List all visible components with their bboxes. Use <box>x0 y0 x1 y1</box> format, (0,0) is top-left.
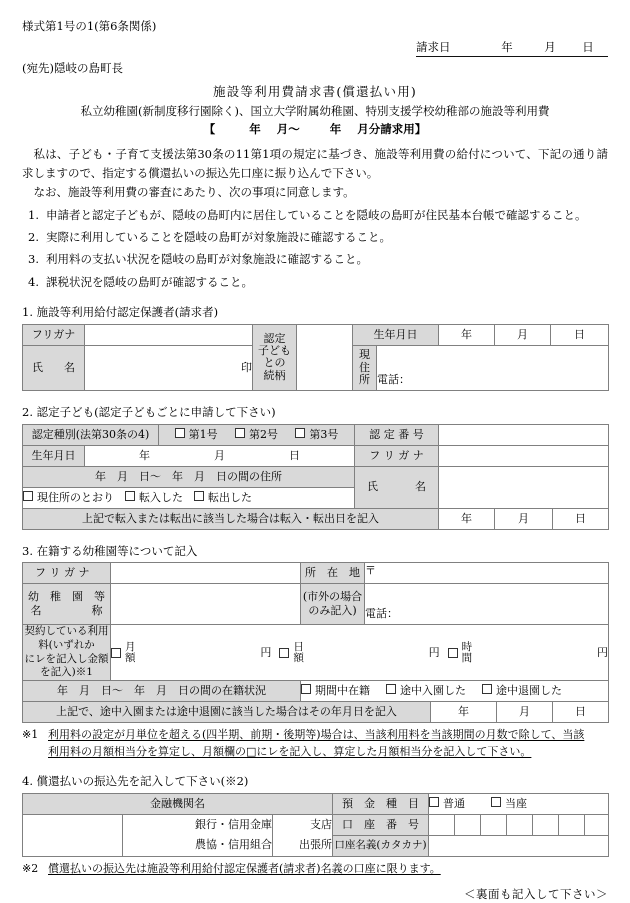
checkbox-icon[interactable] <box>235 428 245 438</box>
consent-text: 課税状況を隠岐の島町が確認すること。 <box>46 274 253 289</box>
checkbox-icon[interactable] <box>111 648 121 658</box>
kindergarten-furigana-label <box>23 563 111 584</box>
relation-label-line-3: との <box>263 356 286 370</box>
enroll-option-3-label: 途中退園した <box>496 683 562 697</box>
enroll-option-1-label: 期間中在籍 <box>315 683 370 697</box>
claim-date-day-unit: 日 <box>582 39 594 54</box>
section-4-heading: 4. 償還払いの振込先を記入して下さい(※2) <box>22 773 249 788</box>
guardian-birth-month-unit[interactable]: 月 <box>495 324 551 345</box>
checkbox-icon[interactable] <box>482 684 492 694</box>
postal-mark-icon: 〒 <box>365 564 376 578</box>
period-open-bracket: 【 <box>203 121 216 136</box>
fee-option-hourly-label <box>462 642 473 664</box>
child-period-address-label: 年 月 日～ 年 月 日の間の住所 <box>23 466 355 487</box>
account-number-cell[interactable] <box>429 814 455 835</box>
child-name-label <box>355 466 439 508</box>
fee-daily-line-1: 日 <box>293 640 304 653</box>
table-row <box>23 701 609 722</box>
kindergarten-furigana-label-text: フ リ ガ ナ <box>35 566 90 580</box>
account-number-cell[interactable] <box>559 814 585 835</box>
enroll-day-unit[interactable]: 日 <box>553 701 609 722</box>
enroll-option-3[interactable] <box>482 683 562 699</box>
footnote-2-text: 償還払いの振込先は施設等利用給付認定保護者(請求者)名義の口座に限ります。 <box>48 861 441 875</box>
fee-daily-line-2: 額 <box>293 651 304 664</box>
guardian-birth-day-unit[interactable]: 日 <box>551 324 609 345</box>
claim-period-line <box>22 121 608 138</box>
footnote-1-line-2: 利用料の月額相当分を算定し、月額欄の□にレを記入し、算定した月額相当分を記入して下さい。 <box>48 744 532 758</box>
child-birth-day-unit: 日 <box>289 448 300 462</box>
fee-label-line-2: にレを記入し金額を記入)※1 <box>24 652 109 679</box>
guardian-address-input[interactable] <box>377 345 609 390</box>
kindergarten-name-label-line-2 <box>31 604 103 618</box>
kindergarten-name-input[interactable] <box>111 584 301 625</box>
deposit-option-2-label: 当座 <box>505 796 528 810</box>
intro-paragraph-2: なお、施設等利用費の審査にあたり、次の事項に同意します。 <box>33 185 355 200</box>
guardian-relation-label <box>253 324 297 390</box>
cert-option-3-label: 第3号 <box>309 427 339 441</box>
address-label-line-2: 住 <box>359 360 370 374</box>
section-3-heading: 3. 在籍する幼稚園等について記入 <box>22 543 198 558</box>
relation-label-line-1: 認定 <box>263 331 286 345</box>
period-year1: 年 <box>249 121 261 136</box>
deposit-option-1[interactable] <box>429 796 465 812</box>
footnote-2 <box>22 860 608 877</box>
child-move-month-unit[interactable]: 月 <box>495 508 553 529</box>
fee-label-line-1: 契約している利用料(いずれか <box>24 625 109 651</box>
period-year2: 年 <box>329 121 342 136</box>
table-row <box>23 466 609 487</box>
section-1-heading: 1. 施設等利用給付認定保護者(請求者) <box>22 305 219 320</box>
fee-hourly-unit: 円 <box>596 645 608 659</box>
guardian-table <box>22 324 609 391</box>
checkbox-icon[interactable] <box>386 684 396 694</box>
consent-number: 3. <box>28 252 39 267</box>
enroll-option-2-label: 途中入園した <box>400 683 466 697</box>
kindergarten-name-label-line-1: 幼 稚 園 等 <box>28 589 105 603</box>
fee-monthly-line-1: 月 <box>125 640 136 653</box>
fee-monthly-unit: 円 <box>260 645 272 659</box>
bank-row-2-office: 出張所 <box>273 835 333 856</box>
kindergarten-location-label: 所 在 地 <box>301 563 365 584</box>
account-number-cell[interactable] <box>585 814 609 835</box>
addressee: (宛先)隠岐の島町長 <box>22 61 123 76</box>
claim-date-label: 請求日 <box>416 39 451 54</box>
checkbox-icon[interactable] <box>295 428 305 438</box>
cert-option-3[interactable] <box>295 427 338 443</box>
bank-row-1-type: 銀行・信用金庫 <box>123 814 273 835</box>
claim-date-row <box>22 39 608 58</box>
bank-row-2-type: 農協・信用組合 <box>123 835 273 856</box>
account-number-cell[interactable] <box>481 814 507 835</box>
bank-name-input[interactable] <box>23 814 123 856</box>
fee-option-daily[interactable] <box>279 642 439 664</box>
table-row <box>23 324 609 345</box>
list-item <box>22 250 608 268</box>
deposit-option-2[interactable] <box>491 796 527 812</box>
account-number-cell[interactable] <box>455 814 481 835</box>
guardian-relation-input[interactable] <box>297 324 353 390</box>
table-row <box>23 793 609 814</box>
certified-child-table <box>22 424 609 530</box>
list-item <box>22 273 608 291</box>
enroll-date-note: 上記で、途中入園または途中退園に該当した場合はその年月日を記入 <box>23 701 431 722</box>
footnote-1-mark: ※1 <box>22 727 39 741</box>
checkbox-icon[interactable] <box>301 684 311 694</box>
document-title: 施設等利用費請求書(償還払い用) <box>213 84 417 100</box>
deposit-option-1-label: 普通 <box>443 796 466 810</box>
move-option-3[interactable] <box>194 490 252 506</box>
fee-label <box>23 625 111 681</box>
list-item <box>22 206 608 224</box>
guardian-birthdate-label: 生年月日 <box>353 324 439 345</box>
footnote-2-mark: ※2 <box>22 861 39 875</box>
fee-hourly-line-2: 間 <box>461 651 473 664</box>
bank-name-label: 金融機関名 <box>23 793 333 814</box>
child-move-day-unit[interactable]: 日 <box>553 508 609 529</box>
table-row <box>23 625 609 681</box>
location-note-line-2: のみ記入) <box>308 604 357 618</box>
move-option-2-label: 転入した <box>139 490 183 504</box>
consent-text: 利用料の支払い状況を隠岐の島町が対象施設に確認すること。 <box>46 252 368 267</box>
account-number-cell[interactable] <box>507 814 533 835</box>
period-month1: 月～ <box>276 121 300 136</box>
guardian-furigana-label: フリガナ <box>23 324 85 345</box>
move-option-1[interactable] <box>23 490 114 506</box>
child-birth-month-unit: 月 <box>214 448 225 462</box>
checkbox-icon[interactable] <box>125 491 135 501</box>
checkbox-icon[interactable] <box>491 797 501 807</box>
kindergarten-name-label-line-2a: 名 <box>30 604 42 618</box>
fee-option-daily-label <box>293 642 304 664</box>
cert-number-input[interactable] <box>439 424 609 445</box>
child-birth-year-unit: 年 <box>139 448 150 462</box>
child-name-label-part-2: 名 <box>415 480 427 494</box>
fee-option-hourly[interactable] <box>448 642 608 664</box>
kindergarten-name-label-line-2b: 称 <box>91 604 103 618</box>
account-holder-label: 口座名義(カタカナ) <box>333 835 429 856</box>
enroll-option-2[interactable] <box>386 683 466 699</box>
cert-option-2[interactable] <box>235 427 278 443</box>
child-move-options <box>23 487 355 508</box>
fee-options <box>111 625 609 681</box>
cert-type-label: 認定種別(法第30条の4) <box>23 424 159 445</box>
fee-monthly-line-2: 額 <box>125 651 136 664</box>
consent-number: 1. <box>28 207 39 222</box>
list-item <box>22 228 608 246</box>
child-furigana-label: フ リ ガ ナ <box>355 445 439 466</box>
consent-list <box>22 206 608 292</box>
enroll-year-unit[interactable]: 年 <box>431 701 497 722</box>
document-subtitle: 私立幼稚園(新制度移行園除く)、国立大学附属幼稚園、特別支援学校幼稚部の施設等利用費 <box>80 104 550 119</box>
period-close-bracket: 】 <box>414 121 427 136</box>
account-number-cell[interactable] <box>533 814 559 835</box>
kindergarten-furigana-input[interactable] <box>111 563 301 584</box>
guardian-name-label <box>23 345 85 390</box>
kindergarten-name-label <box>23 584 111 625</box>
fee-daily-unit: 円 <box>428 645 440 659</box>
kindergarten-tel-input[interactable] <box>365 584 609 625</box>
child-name-label-part-1: 氏 <box>367 480 379 494</box>
consent-number: 4. <box>28 274 39 289</box>
fee-option-monthly[interactable] <box>111 642 271 664</box>
checkbox-icon[interactable] <box>194 491 204 501</box>
claim-date-year-unit: 年 <box>501 39 513 54</box>
checkbox-icon[interactable] <box>175 428 185 438</box>
address-label-line-1: 現 <box>359 348 370 362</box>
consent-number: 2. <box>28 230 39 245</box>
intro-paragraph-1: 私は、子ども・子育て支援法第30条の11第1項の規定に基づき、施設等利用費の給付について、下記の通り請求しますので、指定する償還払いの振込先口座に振り込んで下さい。 <box>22 147 608 180</box>
fee-hourly-line-1: 時 <box>461 640 473 653</box>
checkbox-icon[interactable] <box>429 797 439 807</box>
table-row <box>23 424 609 445</box>
account-holder-input[interactable] <box>429 835 609 856</box>
footnote-1-line-1: 利用料の設定が月単位を超える(四半期、前期・後期等)場合は、当該利用料を当該期間の月数で除して、当該 <box>48 727 585 741</box>
table-row <box>23 508 609 529</box>
enroll-options <box>301 680 609 701</box>
table-row <box>23 814 609 835</box>
consent-text: 実際に利用していることを隠岐の島町が対象施設に確認すること。 <box>46 230 391 245</box>
child-name-input[interactable] <box>439 466 609 508</box>
kindergarten-table <box>22 562 609 723</box>
child-move-date-note: 上記で転入または転出に該当した場合は転入・転出日を記入 <box>23 508 439 529</box>
section-2-heading: 2. 認定子ども(認定子どもごとに申請して下さい) <box>22 404 276 419</box>
table-row <box>23 584 609 625</box>
child-birthdate-label: 生年月日 <box>23 445 85 466</box>
cert-option-1[interactable] <box>175 427 218 443</box>
table-row <box>23 445 609 466</box>
cert-option-1-label: 第1号 <box>188 427 218 441</box>
relation-label-line-4: 続柄 <box>263 368 286 382</box>
move-option-2[interactable] <box>125 490 183 506</box>
checkbox-icon[interactable] <box>23 491 33 501</box>
checkbox-icon[interactable] <box>448 648 458 658</box>
enroll-period-label: 年 月 日～ 年 月 日の間の在籍状況 <box>23 680 301 701</box>
guardian-address-label <box>353 345 377 390</box>
child-furigana-input[interactable] <box>439 445 609 466</box>
location-note-line-1: (市外の場合 <box>302 589 363 603</box>
cert-option-2-label: 第2号 <box>249 427 278 441</box>
table-row <box>23 680 609 701</box>
table-row <box>23 563 609 584</box>
name-label-part-2: 名 <box>64 360 75 374</box>
enroll-month-unit[interactable]: 月 <box>497 701 553 722</box>
kindergarten-postal-input[interactable] <box>365 563 609 584</box>
period-month2: 月分請求用 <box>357 121 415 136</box>
guardian-name-input[interactable] <box>85 345 253 390</box>
move-option-3-label: 転出した <box>208 490 252 504</box>
form-number: 様式第1号の1(第6条関係) <box>22 19 157 33</box>
name-label-part-1: 氏 <box>32 360 43 374</box>
claim-date-field[interactable] <box>416 39 608 58</box>
kindergarten-location-note <box>301 584 365 625</box>
guardian-birth-year-unit[interactable]: 年 <box>439 324 495 345</box>
address-label-line-3: 所 <box>359 373 370 387</box>
guardian-furigana-input[interactable] <box>85 324 253 345</box>
bank-transfer-table <box>22 793 609 857</box>
seal-mark: 印 <box>241 360 252 374</box>
checkbox-icon[interactable] <box>279 648 289 658</box>
account-number-label: 口 座 番 号 <box>333 814 429 835</box>
move-option-1-label: 現住所のとおり <box>37 490 114 504</box>
deposit-type-options <box>429 793 609 814</box>
guardian-tel-label: 電話： <box>377 372 410 386</box>
fee-option-monthly-label <box>125 642 136 664</box>
child-move-year-unit[interactable]: 年 <box>439 508 495 529</box>
claim-date-month-unit: 月 <box>544 39 556 54</box>
cert-number-label: 認 定 番 号 <box>355 424 439 445</box>
bank-row-1-branch: 支店 <box>273 814 333 835</box>
kindergarten-tel-label: 電話： <box>365 607 398 621</box>
deposit-type-label: 預 金 種 目 <box>333 793 429 814</box>
cert-type-options <box>159 424 355 445</box>
relation-label-line-2: 子ども <box>258 344 291 358</box>
child-birthdate-input[interactable] <box>85 445 355 466</box>
closing-note: ＜裏面も記入して下さい＞ <box>464 886 608 901</box>
consent-text: 申請者と認定子どもが、隠岐の島町内に居住していることを隠岐の島町が住民基本台帳で確認すること。 <box>46 207 587 222</box>
footnote-1 <box>22 726 608 760</box>
enroll-option-1[interactable] <box>301 683 370 699</box>
